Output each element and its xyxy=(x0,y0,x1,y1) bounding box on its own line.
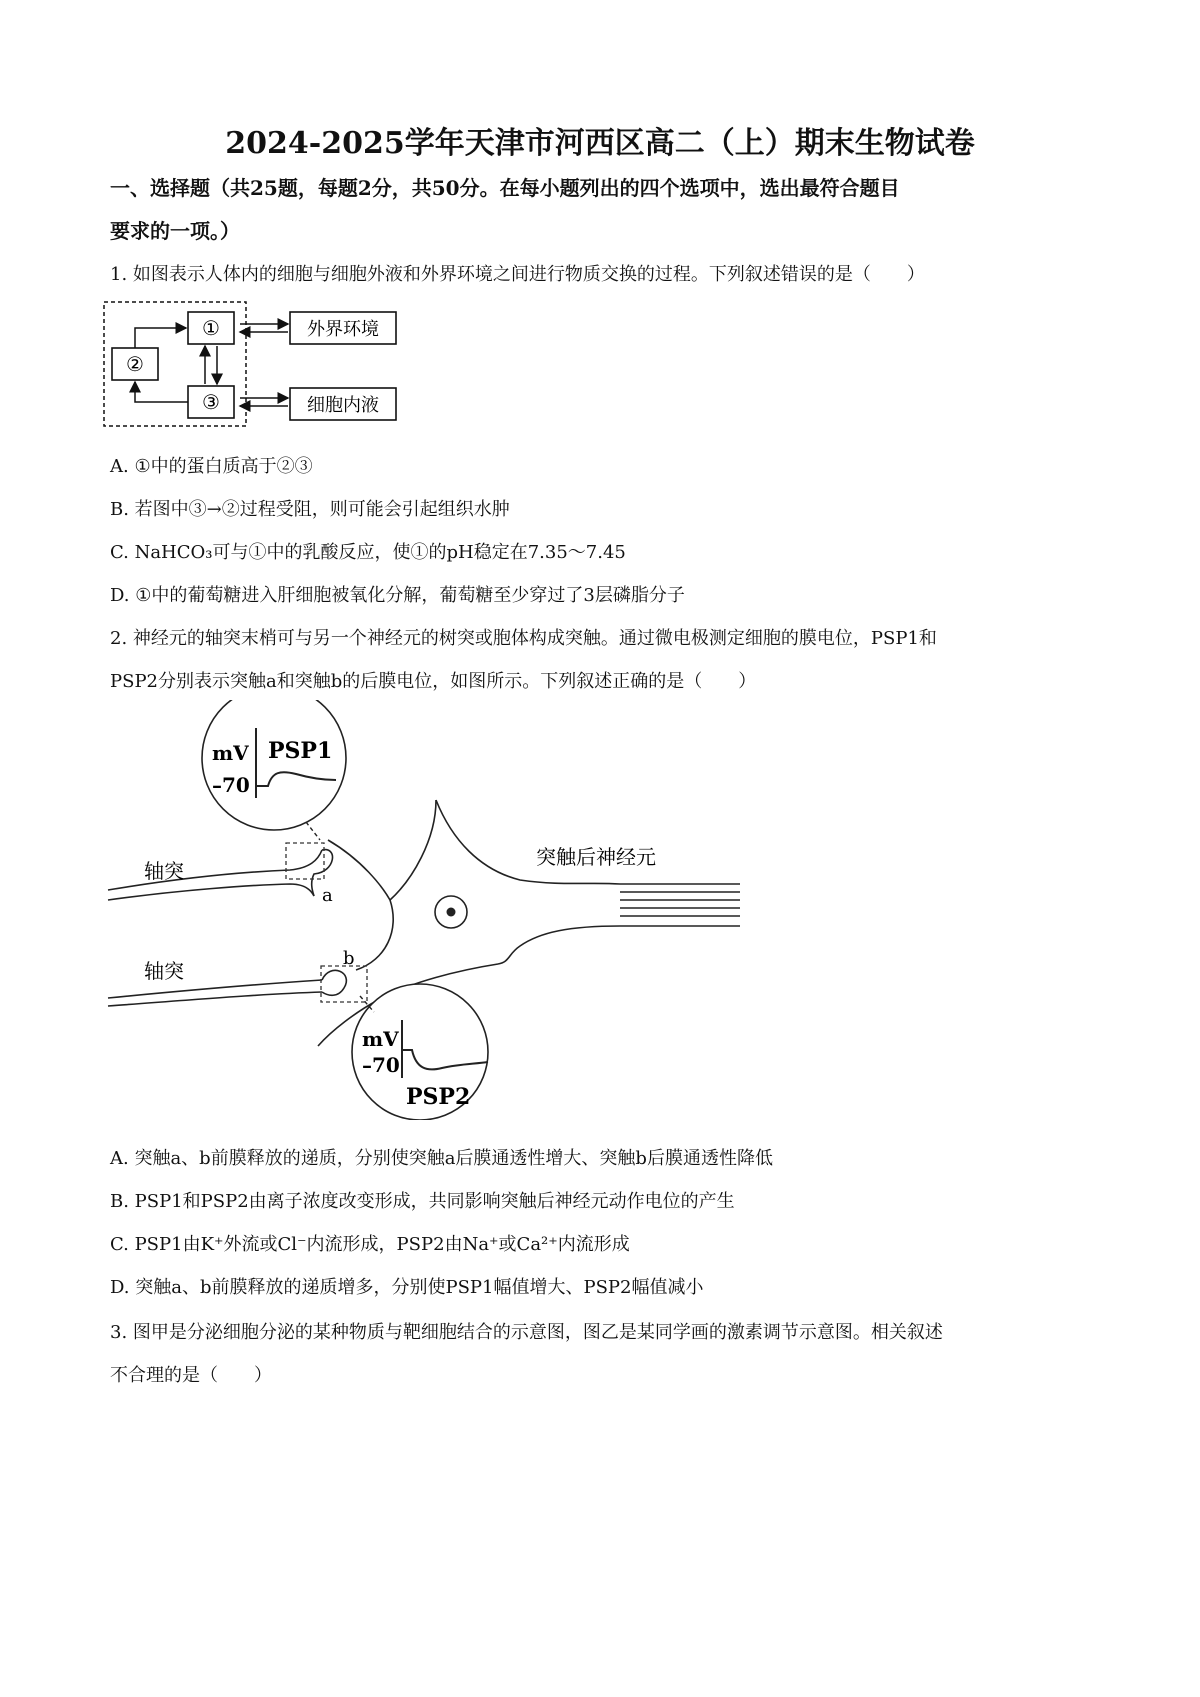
q2-option-a: A. 突触a、b前膜释放的递质，分别使突触a后膜通透性增大、突触b后膜通透性降低 xyxy=(110,1148,773,1169)
question-2-stem-line2: PSP2分别表示突触a和突触b的后膜电位，如图所示。下列叙述正确的是（ ） xyxy=(110,671,757,692)
psp2-mv-label: mV xyxy=(362,1027,399,1051)
neuron-lower-edge xyxy=(498,926,740,964)
q1-option-d: D. ①中的葡萄糖进入肝细胞被氧化分解，葡萄糖至少穿过了3层磷脂分子 xyxy=(110,585,685,606)
question-1-stem: 1. 如图表示人体内的细胞与细胞外液和外界环境之间进行物质交换的过程。下列叙述错误的是（ ） xyxy=(110,264,925,285)
outer-environment-label: 外界环境 xyxy=(307,319,379,340)
box-2-label: ② xyxy=(126,352,144,376)
neuron-left-process xyxy=(356,900,393,970)
neuron-upper-left-process xyxy=(328,800,436,900)
box-1-label: ① xyxy=(202,316,220,340)
axon-2-top-edge xyxy=(108,980,322,998)
axon-2-bottom-edge xyxy=(108,992,322,1006)
question-3-stem-line2: 不合理的是（ ） xyxy=(110,1365,272,1386)
psp1-callout-pointer xyxy=(306,822,320,840)
psp1-callout-circle xyxy=(202,700,346,830)
postsynaptic-neuron-label: 突触后神经元 xyxy=(536,845,656,869)
synapse-b-label: b xyxy=(343,948,355,969)
question-2-stem-line1: 2. 神经元的轴突末梢可与另一个神经元的树突或胞体构成突触。通过微电极测定细胞的膜电位，PSP1和 xyxy=(110,628,937,649)
synaptic-knob-b xyxy=(322,970,346,995)
arrow-2-to-1 xyxy=(135,328,186,348)
psp1-label: PSP1 xyxy=(268,738,333,764)
nucleolus xyxy=(447,908,456,917)
section-heading-line1: 一、选择题（共25题，每题2分，共50分。在每小题列出的四个选项中，选出最符合题目 xyxy=(110,176,900,200)
section-heading-line2: 要求的一项。） xyxy=(110,219,240,243)
neuron-upper-edge xyxy=(436,800,740,884)
question-3-stem-line1: 3. 图甲是分泌细胞分泌的某种物质与靶细胞结合的示意图，图乙是某同学画的激素调节示意图。相关叙述 xyxy=(110,1322,943,1343)
q1-exchange-diagram xyxy=(100,296,420,436)
axon-1-label: 轴突 xyxy=(144,859,184,883)
psp2-label: PSP2 xyxy=(406,1084,471,1110)
axon-1-bottom-edge xyxy=(108,884,314,900)
box-3-label: ③ xyxy=(202,390,220,414)
psp2-minus70-label: –70 xyxy=(362,1053,400,1077)
postsynaptic-axon-lines xyxy=(620,892,740,916)
arrow-3-to-2 xyxy=(135,382,188,402)
synapse-a-label: a xyxy=(322,885,333,906)
q1-option-b: B. 若图中③→②过程受阻，则可能会引起组织水肿 xyxy=(110,499,510,520)
q2-option-b: B. PSP1和PSP2由离子浓度改变形成，共同影响突触后神经元动作电位的产生 xyxy=(110,1191,735,1212)
q1-option-c: C. NaHCO₃可与①中的乳酸反应，使①的pH稳定在7.35～7.45 xyxy=(110,542,626,563)
psp1-minus70-label: –70 xyxy=(212,773,250,797)
q2-synapse-diagram xyxy=(100,700,760,1120)
q2-option-d: D. 突触a、b前膜释放的递质增多，分别使PSP1幅值增大、PSP2幅值减小 xyxy=(110,1277,704,1298)
page-title: 2024-2025学年天津市河西区高二（上）期末生物试卷 xyxy=(225,126,975,161)
q2-option-c: C. PSP1由K⁺外流或Cl⁻内流形成，PSP2由Na⁺或Ca²⁺内流形成 xyxy=(110,1234,630,1255)
psp1-mv-label: mV xyxy=(212,741,249,765)
intracellular-fluid-label: 细胞内液 xyxy=(307,395,379,416)
axon-2-label: 轴突 xyxy=(144,959,184,983)
q1-option-a: A. ①中的蛋白质高于②③ xyxy=(110,456,313,477)
